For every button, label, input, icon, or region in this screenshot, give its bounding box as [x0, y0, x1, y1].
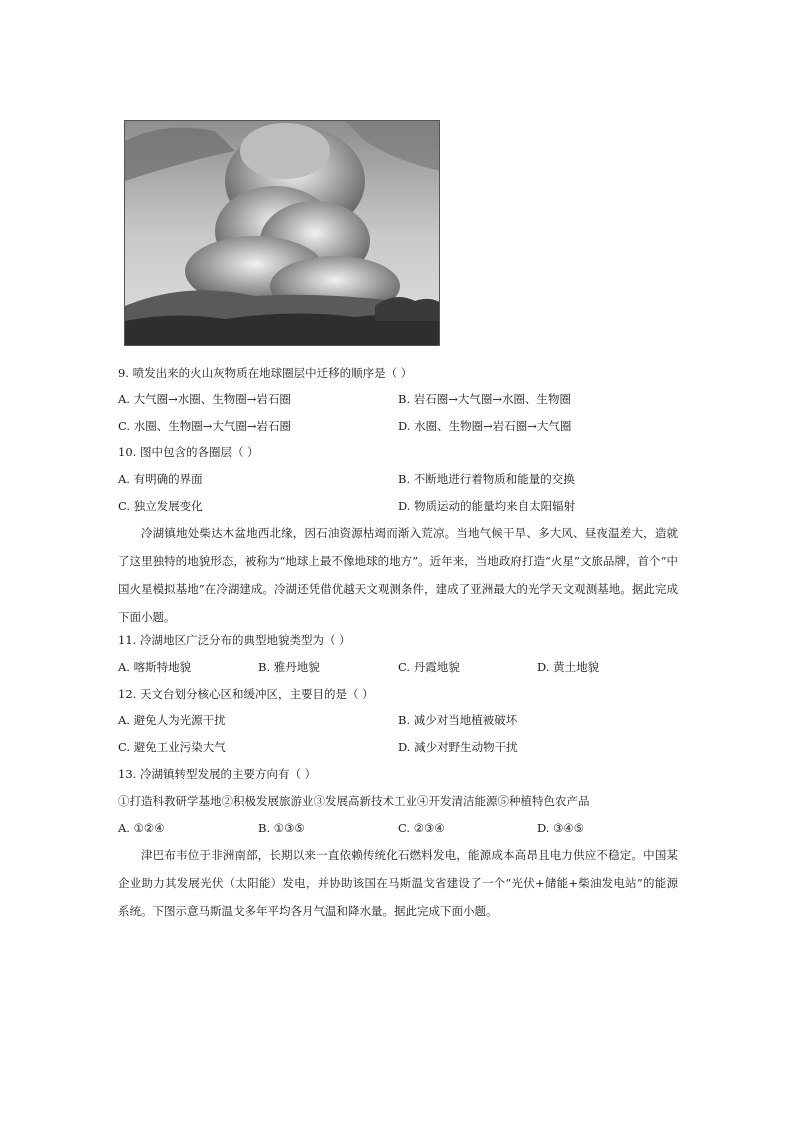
question-13-stem: 13. 冷湖镇转型发展的主要方向有（ ）: [118, 767, 317, 781]
question-12-option-a: A. 避免人为光源干扰: [118, 713, 226, 727]
question-10-option-a: A. 有明确的界面: [118, 472, 203, 486]
question-13-option-c: C. ②③④: [398, 821, 445, 835]
question-11-option-b: B. 雅丹地貌: [258, 660, 320, 674]
question-9-option-b: B. 岩石圈→大气圈→水圈、生物圈: [398, 392, 572, 406]
question-13-items: ①打造科教研学基地②积极发展旅游业③发展高新技术工业④开发清洁能源⑤种植特色农产品: [118, 794, 590, 808]
question-10-option-b: B. 不断地进行着物质和能量的交换: [398, 472, 575, 486]
question-13-option-b: B. ①③⑤: [258, 821, 305, 835]
question-9-stem: 9. 喷发出来的火山灰物质在地球圈层中迁移的顺序是（ ）: [118, 366, 413, 380]
question-11-option-a: A. 喀斯特地貌: [118, 660, 192, 674]
question-11-option-c: C. 丹霞地貌: [398, 660, 460, 674]
question-12-option-d: D. 减少对野生动物干扰: [398, 740, 518, 754]
passage-lenghu: 冷湖镇地处柴达木盆地西北缘，因石油资源枯竭而渐入荒凉。当地气候干旱、多大风、昼夜温差大，造就了这里独特的地貌形态，被称为“地球上最不像地球的地方”。近年来，当地政府打造“火星”文旅品牌，首个“中国火星模拟基地”在冷湖建成。冷湖还凭借优越天文观测条件，建成了亚洲最大的光学天文观测基地。据此完成下面小题。: [118, 526, 678, 624]
volcano-eruption-photo: [124, 120, 440, 346]
question-10-stem: 10. 图中包含的各圈层（ ）: [118, 445, 259, 459]
question-11-stem: 11. 冷湖地区广泛分布的典型地貌类型为（ ）: [118, 633, 351, 647]
passage-zimbabwe: 津巴布韦位于非洲南部，长期以来一直依赖传统化石燃料发电，能源成本高昂且电力供应不稳定。中国某企业助力其发展光伏（太阳能）发电，并协助该国在马斯温戈省建设了一个“光伏+储能+柴油发电站”的能源系统。下图示意马斯温戈多年平均各月气温和降水量。据此完成下面小题。: [118, 848, 678, 918]
question-9-option-c: C. 水圈、生物圈→大气圈→岩石圈: [118, 419, 291, 433]
question-9-option-d: D. 水圈、生物圈→岩石圈→大气圈: [398, 419, 572, 433]
question-9-option-a: A. 大气圈→水圈、生物圈→岩石圈: [118, 392, 291, 406]
question-12-option-b: B. 减少对当地植被破坏: [398, 713, 518, 727]
question-13-option-d: D. ③④⑤: [537, 821, 585, 835]
question-13-option-a: A. ①②④: [118, 821, 165, 835]
question-10-option-c: C. 独立发展变化: [118, 499, 203, 513]
question-12-option-c: C. 避免工业污染大气: [118, 740, 226, 754]
question-12-stem: 12. 天文台划分核心区和缓冲区，主要目的是（ ）: [118, 687, 374, 701]
question-10-option-d: D. 物质运动的能量均来自太阳辐射: [398, 499, 576, 513]
question-11-option-d: D. 黄土地貌: [537, 660, 600, 674]
